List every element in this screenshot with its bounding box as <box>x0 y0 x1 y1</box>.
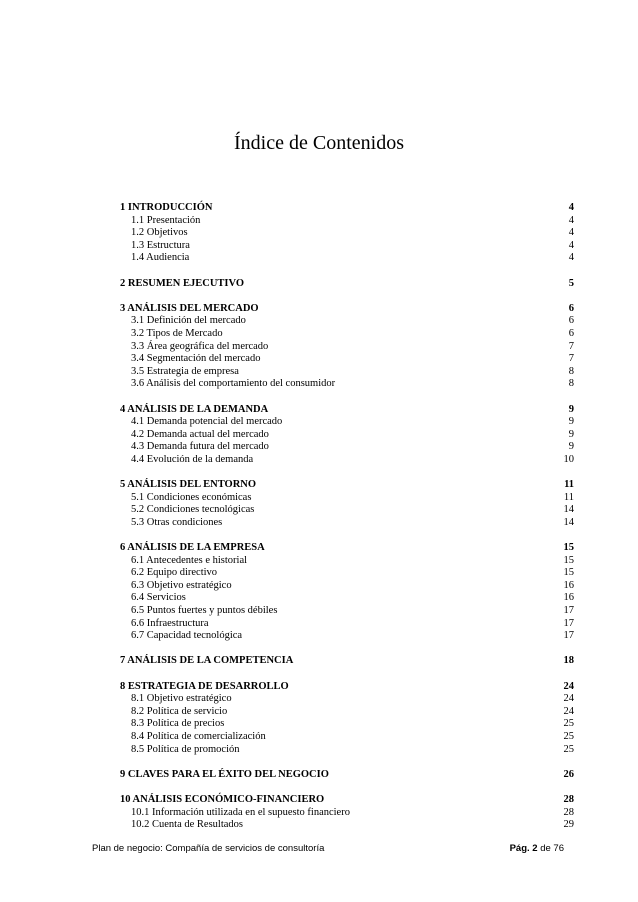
toc-subentry-label: 1.3 Estructura <box>131 239 190 251</box>
toc-subentry[interactable] <box>120 517 574 530</box>
toc-subentry-page: 8 <box>568 365 574 377</box>
toc-subentry-page: 4 <box>568 214 574 226</box>
toc-subentry-page: 4 <box>568 252 574 264</box>
toc-subentry[interactable] <box>120 429 574 442</box>
toc-subentry-page: 15 <box>563 554 574 566</box>
toc-section <box>120 794 574 832</box>
page-footer <box>92 843 564 855</box>
toc-entry-page: 24 <box>563 680 574 692</box>
footer-page-number <box>510 843 564 855</box>
toc-subentry-label: 1.2 Objetivos <box>131 227 188 239</box>
toc-subentry[interactable] <box>120 731 574 744</box>
toc-subentry[interactable] <box>120 441 574 454</box>
toc-subentry-label: 6.3 Objetivo estratégico <box>131 579 232 591</box>
toc-entry-label: 4 ANÁLISIS DE LA DEMANDA <box>120 403 269 415</box>
toc-entry-page: 28 <box>563 793 574 805</box>
toc-subentry[interactable] <box>120 215 574 228</box>
toc-section <box>120 202 574 265</box>
toc-subentry[interactable] <box>120 618 574 631</box>
toc-subentry-label: 6.7 Capacidad tecnológica <box>131 630 243 642</box>
toc-section <box>120 681 574 757</box>
footer-document-name: Plan de negocio: Compañía de servicios de consultoría <box>92 843 325 854</box>
toc-subentry-page: 9 <box>568 416 574 428</box>
toc-subentry[interactable] <box>120 341 574 354</box>
toc-subentry[interactable] <box>120 416 574 429</box>
toc-section <box>120 542 574 643</box>
toc-subentry-page: 6 <box>568 327 574 339</box>
toc-subentry[interactable] <box>120 328 574 341</box>
toc-subentry[interactable] <box>120 227 574 240</box>
toc-entry-page: 6 <box>568 302 574 314</box>
toc-subentry-label: 5.3 Otras condiciones <box>131 516 223 528</box>
toc-subentry-label: 8.4 Política de comercialización <box>131 730 266 742</box>
toc-subentry-page: 17 <box>563 617 574 629</box>
toc-subentry-page: 16 <box>563 592 574 604</box>
toc-entry-page: 4 <box>568 202 574 213</box>
toc-subentry-label: 5.1 Condiciones económicas <box>131 491 252 503</box>
toc-entry[interactable] <box>120 542 574 555</box>
toc-entry[interactable] <box>120 769 574 782</box>
toc-subentry-label: 4.1 Demanda potencial del mercado <box>131 416 283 428</box>
toc-subentry-page: 7 <box>568 340 574 352</box>
toc-subentry[interactable] <box>120 718 574 731</box>
toc-subentry-page: 4 <box>568 239 574 251</box>
toc-subentry-label: 3.1 Definición del mercado <box>131 315 246 327</box>
toc-entry-label: 5 ANÁLISIS DEL ENTORNO <box>120 479 257 491</box>
toc-subentry-label: 3.4 Segmentación del mercado <box>131 353 261 365</box>
toc-subentry[interactable] <box>120 567 574 580</box>
toc-entry-page: 15 <box>563 542 574 554</box>
toc-subentry-label: 6.5 Puntos fuertes y puntos débiles <box>131 605 278 616</box>
toc-subentry[interactable] <box>120 378 574 391</box>
footer-page-prefix: Pág. 2 <box>509 843 538 854</box>
toc-subentry-label: 3.3 Área geográfica del mercado <box>131 340 269 352</box>
toc-entry[interactable] <box>120 681 574 694</box>
toc-entry[interactable] <box>120 202 574 215</box>
toc-section <box>120 278 574 291</box>
toc-subentry[interactable] <box>120 315 574 328</box>
toc-entry-page: 9 <box>568 403 574 415</box>
toc-subentry-page: 14 <box>563 516 574 528</box>
toc-subentry[interactable] <box>120 580 574 593</box>
toc-entry-label: 9 CLAVES PARA EL ÉXITO DEL NEGOCIO <box>120 768 329 780</box>
toc-subentry[interactable] <box>120 492 574 505</box>
toc-section <box>120 404 574 467</box>
toc-entry-label: 3 ANÁLISIS DEL MERCADO <box>120 302 259 314</box>
toc-subentry-label: 8.5 Política de promoción <box>131 743 240 755</box>
toc-subentry-label: 8.2 Política de servicio <box>131 705 228 717</box>
toc-subentry[interactable] <box>120 605 574 618</box>
toc-subentry[interactable] <box>120 693 574 706</box>
toc-subentry-label: 4.2 Demanda actual del mercado <box>131 428 269 440</box>
toc-entry-label: 7 ANÁLISIS DE LA COMPETENCIA <box>120 655 294 667</box>
toc-subentry-label: 3.5 Estrategia de empresa <box>131 365 239 377</box>
toc-subentry-label: 10.2 Cuenta de Resultados <box>131 819 243 831</box>
toc-subentry[interactable] <box>120 353 574 366</box>
toc-subentry-page: 24 <box>563 705 574 717</box>
toc-subentry-page: 8 <box>568 378 574 390</box>
toc-subentry-page: 14 <box>563 504 574 516</box>
toc-subentry-label: 5.2 Condiciones tecnológicas <box>131 504 255 516</box>
toc-subentry[interactable] <box>120 807 574 820</box>
toc-subentry-page: 28 <box>563 806 574 818</box>
toc-entry[interactable] <box>120 794 574 807</box>
toc-subentry-label: 10.1 Información utilizada en el supuesto financiero <box>131 806 350 818</box>
toc-subentry[interactable] <box>120 706 574 719</box>
toc-subentry-page: 11 <box>563 491 574 503</box>
toc-entry[interactable] <box>120 278 574 291</box>
toc-entry-label: 10 ANÁLISIS ECONÓMICO-FINANCIERO <box>120 793 325 805</box>
toc-subentry-label: 8.1 Objetivo estratégico <box>131 693 232 705</box>
toc-subentry-page: 25 <box>563 730 574 742</box>
toc-entry[interactable] <box>120 404 574 417</box>
footer-page-suffix: de 76 <box>540 843 564 854</box>
toc-section <box>120 655 574 668</box>
toc-subentry-page: 9 <box>568 428 574 440</box>
toc-subentry-page: 9 <box>568 441 574 453</box>
toc-subentry[interactable] <box>120 252 574 265</box>
toc-subentry-label: 4.3 Demanda futura del mercado <box>131 441 269 453</box>
toc-subentry-page: 4 <box>568 227 574 239</box>
toc-subentry-label: 1.4 Audiencia <box>131 252 190 264</box>
table-of-contents <box>120 202 574 844</box>
toc-subentry-page: 25 <box>563 718 574 730</box>
toc-subentry-label: 6.6 Infraestructura <box>131 617 209 629</box>
toc-subentry-page: 10 <box>563 453 574 465</box>
toc-subentry-page: 17 <box>563 630 574 642</box>
toc-subentry-label: 6.4 Servicios <box>131 592 186 604</box>
toc-entry-label: 6 ANÁLISIS DE LA EMPRESA <box>120 542 265 554</box>
toc-subentry-label: 3.6 Análisis del comportamiento del consumidor <box>131 378 336 390</box>
toc-subentry[interactable] <box>120 240 574 253</box>
toc-subentry-page: 15 <box>563 567 574 579</box>
toc-subentry[interactable] <box>120 819 574 832</box>
toc-entry[interactable] <box>120 479 574 492</box>
toc-subentry[interactable] <box>120 555 574 568</box>
toc-entry-label: 1 INTRODUCCIÓN <box>120 202 213 213</box>
toc-subentry-page: 6 <box>568 315 574 327</box>
toc-subentry[interactable] <box>120 454 574 467</box>
toc-title: Índice de Contenidos <box>234 132 404 154</box>
toc-subentry-page: 17 <box>563 605 574 616</box>
toc-subentry[interactable] <box>120 504 574 517</box>
toc-entry[interactable] <box>120 303 574 316</box>
toc-entry-page: 18 <box>563 655 574 667</box>
toc-entry-label: 2 RESUMEN EJECUTIVO <box>120 277 245 289</box>
toc-entry-page: 11 <box>564 479 574 491</box>
toc-subentry-page: 7 <box>568 353 574 365</box>
toc-subentry[interactable] <box>120 744 574 757</box>
toc-subentry-page: 29 <box>563 819 574 831</box>
toc-subentry-label: 3.2 Tipos de Mercado <box>131 327 223 339</box>
toc-section <box>120 303 574 391</box>
toc-subentry-label: 6.2 Equipo directivo <box>131 567 218 579</box>
toc-subentry-page: 25 <box>563 743 574 755</box>
toc-subentry-label: 4.4 Evolución de la demanda <box>131 453 254 465</box>
toc-subentry-label: 8.3 Política de precios <box>131 718 225 730</box>
toc-subentry[interactable] <box>120 366 574 379</box>
toc-subentry-page: 16 <box>563 579 574 591</box>
toc-section <box>120 479 574 529</box>
toc-entry-label: 8 ESTRATEGIA DE DESARROLLO <box>120 680 289 692</box>
toc-subentry-page: 24 <box>563 693 574 705</box>
toc-subentry[interactable] <box>120 592 574 605</box>
toc-subentry-label: 1.1 Presentación <box>131 214 201 226</box>
toc-entry-page: 26 <box>563 768 574 780</box>
toc-entry-page: 5 <box>568 277 574 289</box>
toc-entry[interactable] <box>120 655 574 668</box>
toc-subentry-label: 6.1 Antecedentes e historial <box>131 554 248 566</box>
toc-subentry[interactable] <box>120 630 574 643</box>
toc-section <box>120 769 574 782</box>
